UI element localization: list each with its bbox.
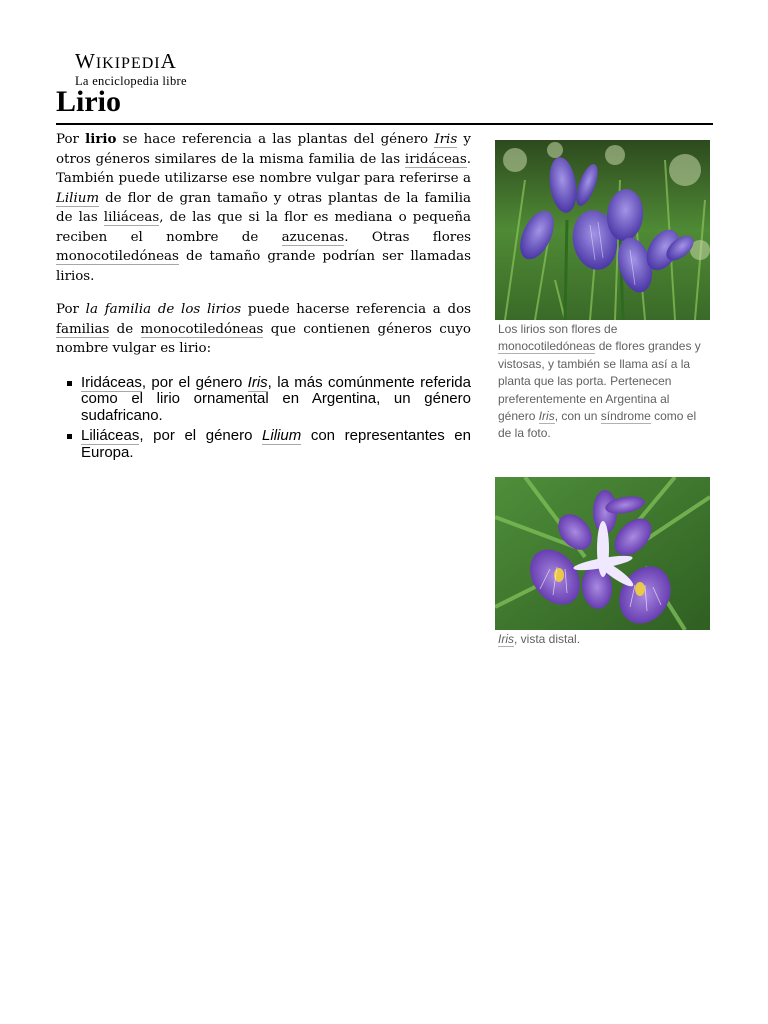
link-liliaceas[interactable]: liliáceas	[103, 210, 160, 225]
families-list	[56, 375, 471, 462]
link-liliaceas-list[interactable]: Liliáceas	[81, 427, 140, 444]
link-lilium-list[interactable]: Lilium	[262, 427, 302, 444]
caption-link-iris[interactable]: Iris	[538, 409, 555, 424]
intro-paragraph-2: Por la familia de los lirios puede hacerse referencia a dos familias de monocotiledóneas que contienen géneros cuyo nombre vulgar es lirio:	[56, 302, 471, 356]
bold-term-lirio: lirio	[85, 131, 117, 147]
link-monocotiledoneas[interactable]: monocotiledóneas	[56, 249, 179, 264]
iris-distal-view-photo[interactable]	[495, 477, 710, 630]
article-body	[56, 130, 471, 465]
italic-term: la familia de los lirios	[85, 302, 242, 317]
link-iris-list[interactable]: Iris	[247, 373, 268, 391]
page-title: Lirio	[56, 85, 121, 118]
link-iridaceas[interactable]: iridáceas	[404, 151, 467, 167]
figure-2-caption: Iris, vista distal.	[498, 632, 581, 646]
wikipedia-tagline: La enciclopedia libre	[75, 74, 187, 88]
link-monocotiledoneas-2[interactable]: monocotiledóneas	[140, 321, 264, 337]
link-iris[interactable]: Iris	[434, 132, 458, 147]
intro-paragraph-1: Por lirio se hace referencia a las plantas del género Iris y otros géneros similares de la misma familia de las iridáceas. También puede utilizarse ese nombre vulgar para referirse a Lilium de flor de gran tamaño y otras plantas de la familia de las liliáceas, de las que si la flor es mediana o pequeña reciben el nombre de azucenas. Otras flores monocotiledóneas de tamaño grande podrían ser llamadas lirios.	[56, 131, 471, 284]
title-divider	[56, 123, 713, 125]
bullet-icon	[67, 434, 72, 439]
list-item: Iridáceas, por el género Iris, la más comúnmente referida como el lirio ornamental en Argentina, un género sudafricano.	[81, 375, 471, 425]
wikipedia-wordmark: WIKIPEDIA	[75, 49, 177, 73]
link-familias[interactable]: familias	[56, 321, 110, 337]
wikipedia-logo[interactable]	[75, 50, 187, 88]
caption-link-iris-2[interactable]: Iris	[498, 632, 514, 646]
purple-iris-flowers-photo[interactable]	[495, 140, 710, 320]
figure-purple-irises	[495, 140, 710, 443]
link-iridaceas-list[interactable]: Iridáceas	[81, 373, 142, 391]
link-azucenas[interactable]: azucenas	[281, 229, 345, 245]
figure-1-caption: Los lirios son flores de monocotiledóneas de flores grandes y vistosas, y también se llama así a la planta que las porta. Pertenecen preferentemente en Argentina al género Iris, con un síndrome como el de la foto.	[498, 322, 701, 441]
list-item: Liliáceas, por el género Lilium con representantes en Europa.	[81, 428, 471, 461]
caption-link-sindrome[interactable]: síndrome	[600, 409, 651, 424]
figure-iris-distal	[495, 477, 710, 648]
bullet-icon	[67, 381, 72, 386]
link-lilium[interactable]: Lilium	[56, 190, 100, 206]
caption-link-monocotiledoneas[interactable]: monocotiledóneas	[498, 339, 596, 354]
